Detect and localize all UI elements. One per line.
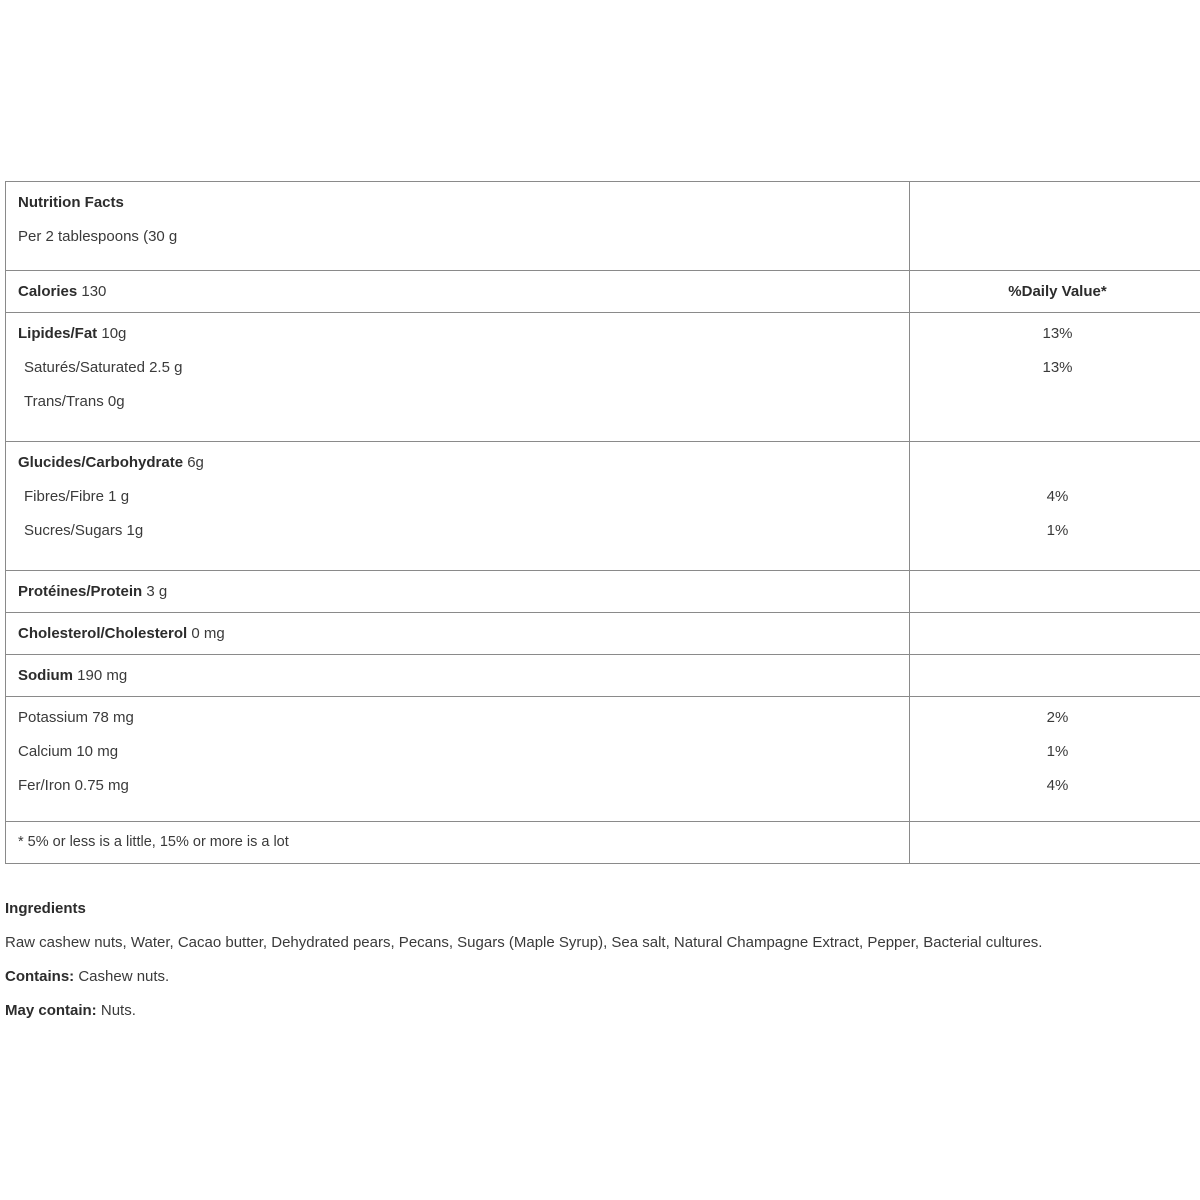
footnote-row (6, 822, 1200, 864)
sodium-value: 190 mg (77, 667, 128, 684)
saturated-fat: Saturés/Saturated 2.5 g (24, 359, 183, 376)
saturated-fat-dv: 13% (1042, 359, 1073, 376)
fat-value: 10g (101, 325, 127, 342)
may-contain-value: Nuts. (100, 1002, 136, 1019)
fat-label: Lipides/Fat (18, 325, 98, 342)
sugars-dv: 1% (1046, 522, 1069, 539)
protein-row (6, 571, 1200, 613)
contains-value: Cashew nuts. (78, 968, 170, 985)
calcium-dv: 1% (1046, 743, 1069, 760)
carbohydrate-label: Glucides/Carbohydrate (18, 454, 184, 471)
cholesterol-value: 0 mg (191, 625, 225, 642)
protein-value: 3 g (146, 583, 168, 600)
may-contain-label: May contain: (5, 1002, 97, 1019)
nutrition-facts-panel (5, 181, 1193, 864)
fibre-dv: 4% (1046, 488, 1069, 505)
calories-label: Calories (18, 283, 78, 300)
calories-value: 130 (81, 283, 107, 300)
nutrition-table (5, 181, 1200, 864)
ingredients-section (5, 892, 1193, 1028)
protein-label: Protéines/Protein (18, 583, 143, 600)
calories-row (6, 271, 1200, 313)
sodium-label: Sodium (18, 667, 73, 684)
cholesterol-label: Cholesterol/Cholesterol (18, 625, 188, 642)
serving-size: Per 2 tablespoons (30 g (18, 228, 178, 245)
ingredients-list: Raw cashew nuts, Water, Cacao butter, Dehydrated pears, Pecans, Sugars (Maple Syrup), Sea salt, Natural Champagne Extract, Pepper, Bacterial cultures. (5, 934, 1043, 951)
fibre: Fibres/Fibre 1 g (24, 488, 130, 505)
nutrition-title: Nutrition Facts (18, 194, 124, 211)
header-row (6, 182, 1200, 271)
daily-value-header: %Daily Value* (1008, 283, 1107, 300)
cholesterol-row (6, 613, 1200, 655)
calcium: Calcium 10 mg (18, 743, 119, 760)
sugars: Sucres/Sugars 1g (24, 522, 144, 539)
footnote: * 5% or less is a little, 15% or more is a lot (18, 834, 289, 850)
ingredients-title: Ingredients (5, 900, 86, 917)
carbohydrate-row (6, 442, 1200, 571)
minerals-row (6, 697, 1200, 822)
carbohydrate-value: 6g (187, 454, 204, 471)
fat-dv: 13% (1042, 325, 1073, 342)
iron: Fer/Iron 0.75 mg (18, 777, 129, 794)
contains-label: Contains: (5, 968, 75, 985)
potassium: Potassium 78 mg (18, 709, 134, 726)
trans-fat: Trans/Trans 0g (24, 393, 125, 410)
potassium-dv: 2% (1046, 709, 1069, 726)
sodium-row (6, 655, 1200, 697)
iron-dv: 4% (1046, 777, 1069, 794)
fat-row (6, 313, 1200, 442)
